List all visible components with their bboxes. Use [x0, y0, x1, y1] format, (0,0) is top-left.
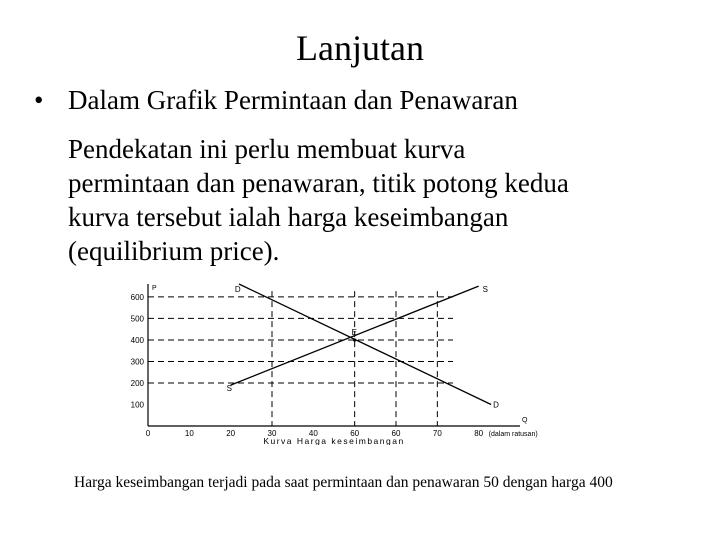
chart-svg — [110, 280, 580, 445]
x-axis-symbol: Q — [522, 417, 528, 424]
y-tick-label: 500 — [130, 314, 144, 324]
bullet-item — [34, 84, 714, 117]
series-line-d — [239, 284, 491, 404]
series-end-label: S — [482, 285, 489, 295]
x-axis-label: Kurva Harga keseimbangan — [263, 436, 405, 445]
paragraph-line: kurva tersebut ialah harga keseimbangan — [68, 202, 509, 232]
paragraph-line: Pendekatan ini perlu membuat kurva — [68, 134, 466, 164]
y-tick-label: 600 — [130, 292, 144, 302]
bullet-symbol: • — [34, 85, 44, 115]
y-tick-label: 200 — [130, 378, 144, 388]
y-tick-label: 400 — [130, 335, 144, 345]
x-tick-label: 60 — [350, 429, 360, 438]
chart-caption: Harga keseimbangan terjadi pada saat permintaan dan penawaran 50 dengan harga 400 — [74, 474, 613, 491]
equilibrium-chart — [110, 280, 580, 445]
series-end-label: D — [493, 400, 499, 410]
series-start-label: D — [234, 285, 241, 294]
x-tick-label: 80 — [474, 429, 484, 438]
x-tick-label: 10 — [184, 429, 194, 438]
y-axis-symbol: P — [152, 285, 157, 292]
series-start-label: S — [226, 384, 233, 394]
x-tick-label: 0 — [145, 429, 151, 438]
equilibrium-point — [353, 338, 356, 341]
x-tick-label: 20 — [226, 429, 236, 438]
x-unit-note: (dalam ratusan) — [488, 431, 538, 438]
y-tick-label: 300 — [130, 357, 144, 367]
x-tick-label: 70 — [432, 429, 442, 438]
y-tick-label: 100 — [130, 400, 144, 410]
x-tick-label: 30 — [267, 429, 277, 438]
paragraph — [68, 132, 708, 274]
x-tick-label: 40 — [308, 429, 318, 438]
equilibrium-label: E — [351, 327, 358, 337]
x-tick-label: 60 — [391, 429, 401, 438]
slide-title: Lanjutan — [296, 28, 424, 68]
bullet-text: Dalam Grafik Permintaan dan Penawaran — [68, 85, 518, 115]
paragraph-line: (equilibrium price). — [68, 236, 280, 266]
paragraph-line: permintaan dan penawaran, titik potong kedua — [68, 168, 569, 198]
